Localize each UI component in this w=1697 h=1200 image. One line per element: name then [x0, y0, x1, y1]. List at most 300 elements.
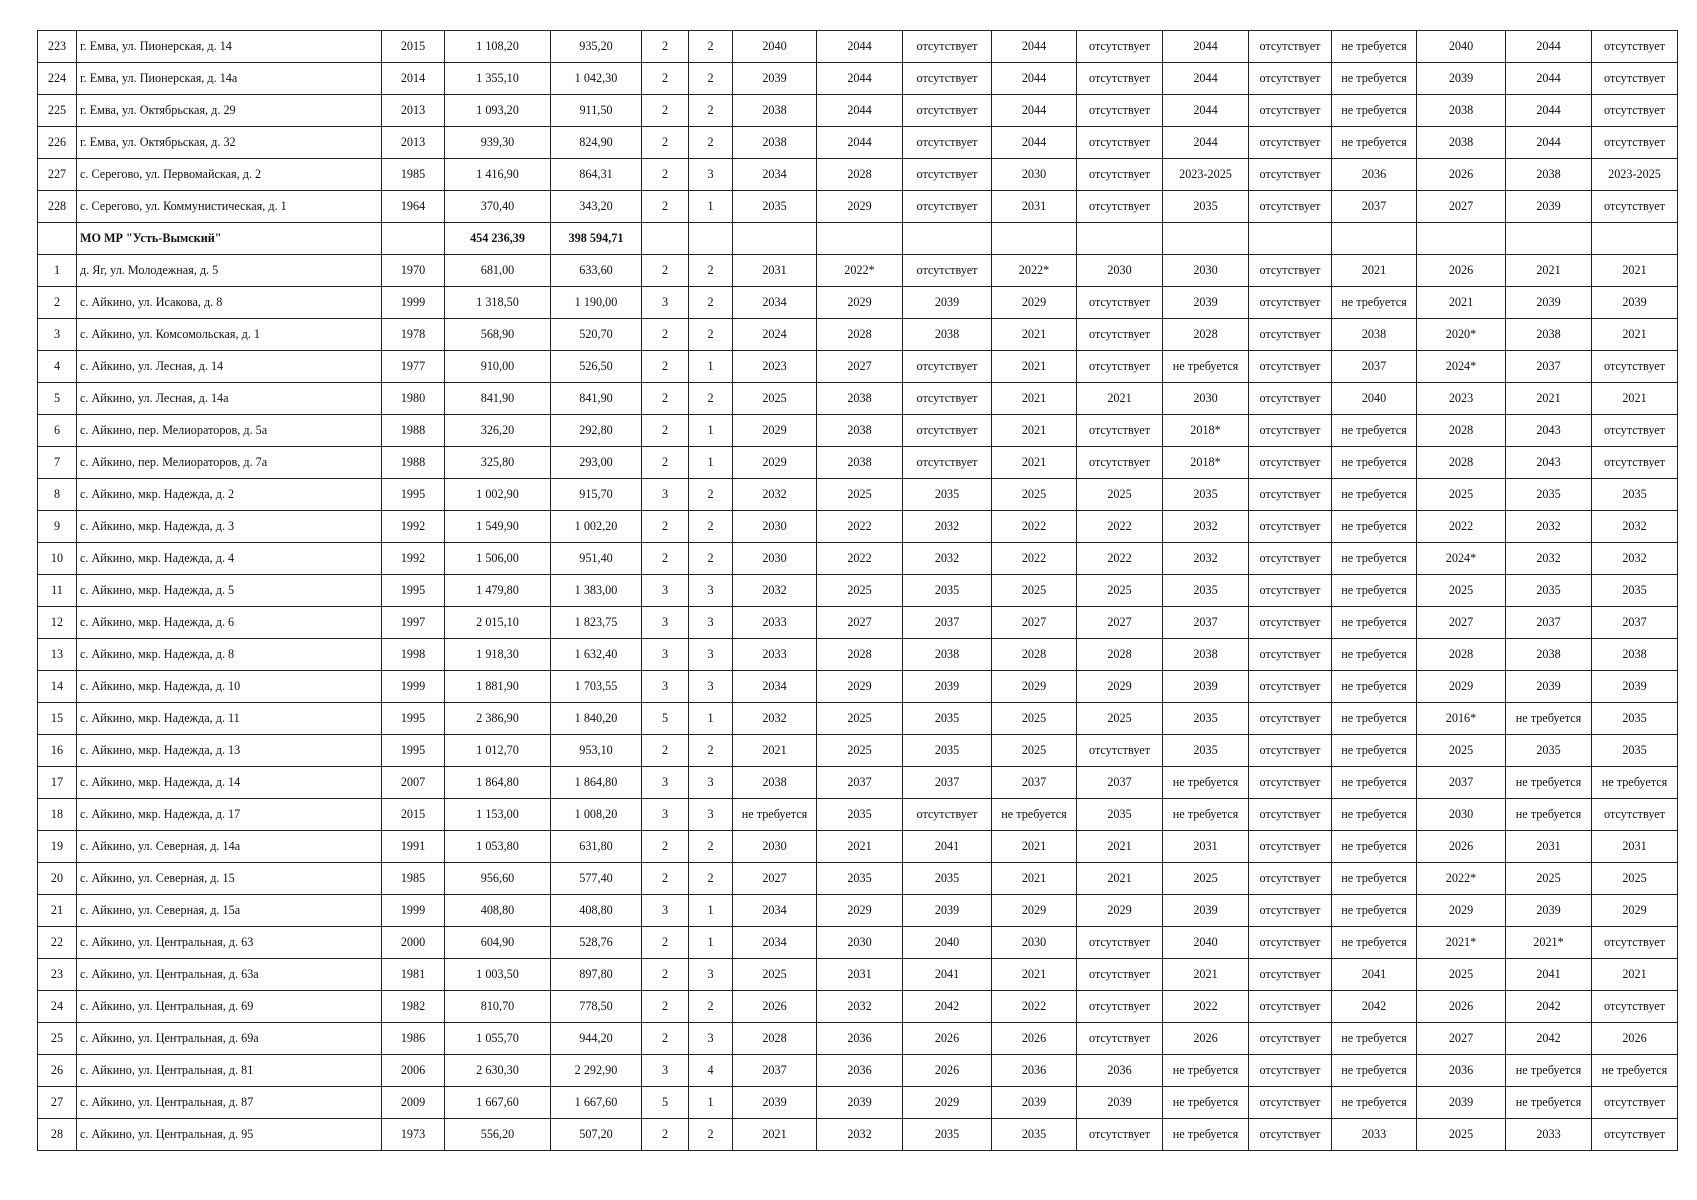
- table-row: [38, 159, 1678, 191]
- cell-work-10: не требуется: [1506, 703, 1592, 735]
- cell-row-number: 2: [38, 287, 77, 319]
- table-row: [38, 1023, 1678, 1055]
- cell-work-8: не требуется: [1332, 735, 1417, 767]
- cell-work-2: 2025: [817, 575, 903, 607]
- table-row: [38, 863, 1678, 895]
- table-row: [38, 479, 1678, 511]
- cell-living-area: 1 840,20: [551, 703, 642, 735]
- cell-living-area: 1 632,40: [551, 639, 642, 671]
- cell-work-11: отсутствует: [1592, 991, 1678, 1023]
- cell-work-5: 2029: [1077, 895, 1163, 927]
- cell-work-5: отсутствует: [1077, 159, 1163, 191]
- cell-living-area: 526,50: [551, 351, 642, 383]
- cell-work-3: отсутствует: [903, 447, 992, 479]
- cell-work-1: 2021: [733, 1119, 817, 1151]
- cell-row-number: 23: [38, 959, 77, 991]
- cell-work-5: отсутствует: [1077, 351, 1163, 383]
- cell-entrances: 2: [689, 511, 733, 543]
- cell-work-3: 2039: [903, 895, 992, 927]
- cell-total-area: 956,60: [445, 863, 551, 895]
- cell-row-number: 3: [38, 319, 77, 351]
- cell-row-number: 15: [38, 703, 77, 735]
- cell-entrances: 2: [689, 479, 733, 511]
- cell-address: МО МР "Усть-Вымский": [77, 223, 382, 255]
- cell-row-number: 225: [38, 95, 77, 127]
- cell-row-number: 10: [38, 543, 77, 575]
- cell-work-8: не требуется: [1332, 447, 1417, 479]
- cell-work-1: 2039: [733, 1087, 817, 1119]
- cell-work-8: не требуется: [1332, 511, 1417, 543]
- cell-work-1: 2033: [733, 607, 817, 639]
- cell-build-year: 1964: [382, 191, 445, 223]
- cell-work-2: 2029: [817, 895, 903, 927]
- cell-work-3: отсутствует: [903, 351, 992, 383]
- cell-work-2: 2036: [817, 1023, 903, 1055]
- cell-work-4: 2021: [992, 447, 1077, 479]
- cell-build-year: 1992: [382, 543, 445, 575]
- table-row: [38, 255, 1678, 287]
- cell-work-9: 2023: [1417, 383, 1506, 415]
- cell-work-11: отсутствует: [1592, 191, 1678, 223]
- cell-build-year: 2000: [382, 927, 445, 959]
- cell-living-area: 951,40: [551, 543, 642, 575]
- cell-work-9: 2025: [1417, 575, 1506, 607]
- cell-work-6: 2032: [1163, 543, 1249, 575]
- cell-work-3: отсутствует: [903, 31, 992, 63]
- cell-total-area: 2 015,10: [445, 607, 551, 639]
- cell-work-4: 2039: [992, 1087, 1077, 1119]
- cell-work-4: 2029: [992, 287, 1077, 319]
- cell-build-year: 1995: [382, 479, 445, 511]
- cell-work-8: не требуется: [1332, 287, 1417, 319]
- cell-entrances: 2: [689, 63, 733, 95]
- cell-work-3: отсутствует: [903, 191, 992, 223]
- table-row: [38, 383, 1678, 415]
- cell-work-1: 2026: [733, 991, 817, 1023]
- cell-work-3: 2038: [903, 639, 992, 671]
- cell-work-7: отсутствует: [1249, 383, 1332, 415]
- cell-build-year: 1980: [382, 383, 445, 415]
- cell-floors: 2: [642, 927, 689, 959]
- cell-work-6: 2035: [1163, 479, 1249, 511]
- cell-floors: 3: [642, 479, 689, 511]
- cell-entrances: 3: [689, 159, 733, 191]
- cell-work-5: 2021: [1077, 383, 1163, 415]
- table-row: [38, 735, 1678, 767]
- cell-work-1: 2025: [733, 383, 817, 415]
- cell-floors: 2: [642, 319, 689, 351]
- cell-work-11: не требуется: [1592, 1055, 1678, 1087]
- cell-work-11: 2026: [1592, 1023, 1678, 1055]
- cell-build-year: 1995: [382, 735, 445, 767]
- cell-work-9: 2027: [1417, 607, 1506, 639]
- cell-work-6: 2038: [1163, 639, 1249, 671]
- cell-work-1: 2034: [733, 895, 817, 927]
- cell-work-7: отсутствует: [1249, 543, 1332, 575]
- cell-work-5: отсутствует: [1077, 95, 1163, 127]
- cell-work-8: 2040: [1332, 383, 1417, 415]
- cell-work-6: 2028: [1163, 319, 1249, 351]
- cell-address: с. Айкино, ул. Лесная, д. 14а: [77, 383, 382, 415]
- cell-work-1: 2034: [733, 159, 817, 191]
- cell-build-year: 1985: [382, 863, 445, 895]
- cell-work-10: 2037: [1506, 607, 1592, 639]
- cell-work-10: 2044: [1506, 63, 1592, 95]
- cell-work-7: отсутствует: [1249, 1055, 1332, 1087]
- cell-work-6: 2030: [1163, 383, 1249, 415]
- cell-work-4: 2025: [992, 479, 1077, 511]
- cell-work-4: 2044: [992, 63, 1077, 95]
- cell-row-number: 7: [38, 447, 77, 479]
- cell-entrances: 2: [689, 863, 733, 895]
- cell-row-number: 18: [38, 799, 77, 831]
- cell-build-year: [382, 223, 445, 255]
- cell-work-2: 2022: [817, 543, 903, 575]
- cell-work-8: не требуется: [1332, 575, 1417, 607]
- cell-work-7: отсутствует: [1249, 63, 1332, 95]
- cell-work-5: 2030: [1077, 255, 1163, 287]
- table-row: [38, 703, 1678, 735]
- cell-entrances: 2: [689, 543, 733, 575]
- cell-work-8: не требуется: [1332, 95, 1417, 127]
- cell-work-2: 2044: [817, 95, 903, 127]
- cell-work-2: 2036: [817, 1055, 903, 1087]
- cell-row-number: 25: [38, 1023, 77, 1055]
- cell-work-3: 2035: [903, 703, 992, 735]
- table-row: [38, 991, 1678, 1023]
- cell-work-3: [903, 223, 992, 255]
- cell-work-2: 2028: [817, 159, 903, 191]
- cell-work-8: не требуется: [1332, 415, 1417, 447]
- cell-work-4: 2022: [992, 991, 1077, 1023]
- cell-work-9: 2026: [1417, 991, 1506, 1023]
- cell-work-3: отсутствует: [903, 63, 992, 95]
- cell-work-11: отсутствует: [1592, 95, 1678, 127]
- cell-work-3: 2035: [903, 735, 992, 767]
- table-row: [38, 127, 1678, 159]
- cell-work-6: 2018*: [1163, 447, 1249, 479]
- cell-build-year: 2007: [382, 767, 445, 799]
- cell-work-9: 2037: [1417, 767, 1506, 799]
- cell-work-1: 2029: [733, 447, 817, 479]
- cell-work-6: 2035: [1163, 735, 1249, 767]
- cell-address: с. Айкино, мкр. Надежда, д. 10: [77, 671, 382, 703]
- cell-work-2: 2029: [817, 287, 903, 319]
- cell-work-6: 2044: [1163, 127, 1249, 159]
- cell-row-number: 226: [38, 127, 77, 159]
- cell-work-11: 2032: [1592, 543, 1678, 575]
- cell-work-3: отсутствует: [903, 95, 992, 127]
- cell-address: с. Айкино, ул. Северная, д. 15: [77, 863, 382, 895]
- cell-entrances: 1: [689, 1087, 733, 1119]
- cell-work-3: 2041: [903, 959, 992, 991]
- table-row: [38, 1055, 1678, 1087]
- cell-address: д. Яг, ул. Молодежная, д. 5: [77, 255, 382, 287]
- cell-work-1: 2039: [733, 63, 817, 95]
- table-row: [38, 287, 1678, 319]
- cell-row-number: 19: [38, 831, 77, 863]
- cell-floors: 2: [642, 255, 689, 287]
- cell-work-8: не требуется: [1332, 927, 1417, 959]
- cell-work-7: отсутствует: [1249, 1023, 1332, 1055]
- cell-total-area: 568,90: [445, 319, 551, 351]
- cell-work-9: 2016*: [1417, 703, 1506, 735]
- cell-work-7: отсутствует: [1249, 607, 1332, 639]
- cell-work-4: 2028: [992, 639, 1077, 671]
- cell-floors: 3: [642, 607, 689, 639]
- cell-work-6: 2018*: [1163, 415, 1249, 447]
- cell-address: г. Емва, ул. Октябрьская, д. 29: [77, 95, 382, 127]
- cell-row-number: 13: [38, 639, 77, 671]
- cell-build-year: 2013: [382, 95, 445, 127]
- cell-work-11: 2035: [1592, 703, 1678, 735]
- cell-work-4: 2025: [992, 575, 1077, 607]
- cell-floors: 2: [642, 383, 689, 415]
- cell-work-11: отсутствует: [1592, 63, 1678, 95]
- cell-work-10: 2042: [1506, 991, 1592, 1023]
- cell-total-area: 1 108,20: [445, 31, 551, 63]
- cell-build-year: 2013: [382, 127, 445, 159]
- cell-floors: 3: [642, 671, 689, 703]
- cell-work-8: 2021: [1332, 255, 1417, 287]
- cell-work-10: 2044: [1506, 127, 1592, 159]
- cell-work-6: 2021: [1163, 959, 1249, 991]
- cell-work-8: не требуется: [1332, 479, 1417, 511]
- cell-work-10: 2021: [1506, 255, 1592, 287]
- cell-work-7: отсутствует: [1249, 735, 1332, 767]
- cell-work-7: отсутствует: [1249, 831, 1332, 863]
- cell-total-area: 604,90: [445, 927, 551, 959]
- cell-work-5: отсутствует: [1077, 1023, 1163, 1055]
- cell-work-4: 2044: [992, 127, 1077, 159]
- cell-work-6: 2044: [1163, 95, 1249, 127]
- cell-work-2: 2038: [817, 415, 903, 447]
- cell-work-6: 2025: [1163, 863, 1249, 895]
- cell-work-9: 2028: [1417, 415, 1506, 447]
- cell-work-9: 2025: [1417, 735, 1506, 767]
- cell-floors: 2: [642, 959, 689, 991]
- cell-floors: 5: [642, 703, 689, 735]
- cell-build-year: 1985: [382, 159, 445, 191]
- cell-work-2: 2037: [817, 767, 903, 799]
- cell-work-11: 2035: [1592, 575, 1678, 607]
- cell-address: с. Айкино, мкр. Надежда, д. 3: [77, 511, 382, 543]
- cell-entrances: 2: [689, 991, 733, 1023]
- cell-work-2: 2025: [817, 703, 903, 735]
- cell-work-8: не требуется: [1332, 1023, 1417, 1055]
- cell-build-year: 2015: [382, 31, 445, 63]
- cell-work-1: 2023: [733, 351, 817, 383]
- cell-living-area: 408,80: [551, 895, 642, 927]
- cell-work-10: 2039: [1506, 895, 1592, 927]
- cell-total-area: 1 153,00: [445, 799, 551, 831]
- cell-entrances: 2: [689, 31, 733, 63]
- cell-entrances: 2: [689, 1119, 733, 1151]
- cell-work-8: не требуется: [1332, 671, 1417, 703]
- cell-work-2: 2021: [817, 831, 903, 863]
- cell-work-1: 2032: [733, 703, 817, 735]
- cell-work-3: 2035: [903, 1119, 992, 1151]
- cell-living-area: 897,80: [551, 959, 642, 991]
- cell-work-3: 2039: [903, 287, 992, 319]
- cell-build-year: 1999: [382, 895, 445, 927]
- table-row: [38, 543, 1678, 575]
- cell-work-11: не требуется: [1592, 767, 1678, 799]
- table-row: [38, 607, 1678, 639]
- cell-work-10: 2039: [1506, 671, 1592, 703]
- table-row: [38, 1119, 1678, 1151]
- cell-floors: 3: [642, 799, 689, 831]
- cell-work-1: 2033: [733, 639, 817, 671]
- cell-work-11: 2039: [1592, 287, 1678, 319]
- cell-work-10: 2035: [1506, 575, 1592, 607]
- cell-total-area: 326,20: [445, 415, 551, 447]
- cell-work-4: 2025: [992, 735, 1077, 767]
- cell-total-area: 1 918,30: [445, 639, 551, 671]
- cell-work-10: 2039: [1506, 287, 1592, 319]
- cell-work-2: 2022: [817, 511, 903, 543]
- cell-work-7: отсутствует: [1249, 575, 1332, 607]
- cell-build-year: 1986: [382, 1023, 445, 1055]
- cell-entrances: 1: [689, 703, 733, 735]
- cell-address: с. Айкино, пер. Мелиораторов, д. 5а: [77, 415, 382, 447]
- cell-entrances: 2: [689, 383, 733, 415]
- cell-work-8: не требуется: [1332, 895, 1417, 927]
- cell-address: с. Айкино, мкр. Надежда, д. 4: [77, 543, 382, 575]
- cell-work-10: не требуется: [1506, 1087, 1592, 1119]
- cell-living-area: 944,20: [551, 1023, 642, 1055]
- cell-work-9: 2036: [1417, 1055, 1506, 1087]
- cell-address: с. Айкино, ул. Центральная, д. 63: [77, 927, 382, 959]
- cell-work-2: [817, 223, 903, 255]
- cell-entrances: 3: [689, 767, 733, 799]
- cell-work-2: 2035: [817, 863, 903, 895]
- cell-work-4: 2037: [992, 767, 1077, 799]
- cell-row-number: 1: [38, 255, 77, 287]
- cell-work-6: 2037: [1163, 607, 1249, 639]
- cell-work-1: 2037: [733, 1055, 817, 1087]
- cell-build-year: 2015: [382, 799, 445, 831]
- cell-floors: 2: [642, 511, 689, 543]
- cell-work-2: 2025: [817, 735, 903, 767]
- table-row: [38, 639, 1678, 671]
- cell-work-4: 2030: [992, 927, 1077, 959]
- cell-work-5: 2027: [1077, 607, 1163, 639]
- cell-entrances: 2: [689, 95, 733, 127]
- cell-work-4: 2021: [992, 415, 1077, 447]
- cell-work-7: отсутствует: [1249, 799, 1332, 831]
- cell-floors: 3: [642, 575, 689, 607]
- cell-total-area: 1 667,60: [445, 1087, 551, 1119]
- cell-work-9: 2022*: [1417, 863, 1506, 895]
- cell-work-5: 2029: [1077, 671, 1163, 703]
- cell-entrances: 3: [689, 959, 733, 991]
- cell-work-3: отсутствует: [903, 799, 992, 831]
- cell-work-7: отсутствует: [1249, 1119, 1332, 1151]
- cell-row-number: 12: [38, 607, 77, 639]
- cell-build-year: 1982: [382, 991, 445, 1023]
- table-row: [38, 927, 1678, 959]
- cell-total-area: 325,80: [445, 447, 551, 479]
- cell-living-area: 398 594,71: [551, 223, 642, 255]
- cell-total-area: 1 881,90: [445, 671, 551, 703]
- cell-entrances: 3: [689, 799, 733, 831]
- cell-address: с. Айкино, мкр. Надежда, д. 5: [77, 575, 382, 607]
- cell-work-9: 2021: [1417, 287, 1506, 319]
- cell-address: с. Айкино, мкр. Надежда, д. 17: [77, 799, 382, 831]
- cell-work-5: 2025: [1077, 703, 1163, 735]
- cell-entrances: 1: [689, 191, 733, 223]
- cell-work-5: отсутствует: [1077, 927, 1163, 959]
- cell-work-9: 2025: [1417, 1119, 1506, 1151]
- cell-work-5: [1077, 223, 1163, 255]
- cell-work-9: 2039: [1417, 1087, 1506, 1119]
- cell-work-3: 2029: [903, 1087, 992, 1119]
- cell-living-area: 2 292,90: [551, 1055, 642, 1087]
- cell-address: с. Айкино, ул. Центральная, д. 87: [77, 1087, 382, 1119]
- cell-work-8: 2041: [1332, 959, 1417, 991]
- cell-build-year: 1970: [382, 255, 445, 287]
- cell-work-7: отсутствует: [1249, 351, 1332, 383]
- cell-work-11: 2038: [1592, 639, 1678, 671]
- cell-total-area: 408,80: [445, 895, 551, 927]
- cell-work-2: 2028: [817, 319, 903, 351]
- cell-work-3: 2026: [903, 1023, 992, 1055]
- cell-work-6: 2032: [1163, 511, 1249, 543]
- cell-floors: [642, 223, 689, 255]
- table-row: [38, 959, 1678, 991]
- cell-work-4: 2044: [992, 95, 1077, 127]
- cell-work-4: 2030: [992, 159, 1077, 191]
- cell-total-area: 1 003,50: [445, 959, 551, 991]
- cell-total-area: 1 549,90: [445, 511, 551, 543]
- cell-address: с. Айкино, ул. Центральная, д. 81: [77, 1055, 382, 1087]
- table-row: [38, 63, 1678, 95]
- cell-work-3: отсутствует: [903, 159, 992, 191]
- cell-work-10: не требуется: [1506, 799, 1592, 831]
- cell-total-area: 1 012,70: [445, 735, 551, 767]
- cell-work-3: 2032: [903, 511, 992, 543]
- cell-work-11: 2021: [1592, 383, 1678, 415]
- cell-work-6: не требуется: [1163, 1087, 1249, 1119]
- table-row: [38, 415, 1678, 447]
- cell-work-10: 2042: [1506, 1023, 1592, 1055]
- cell-build-year: 1995: [382, 575, 445, 607]
- cell-work-11: отсутствует: [1592, 31, 1678, 63]
- cell-entrances: 2: [689, 319, 733, 351]
- cell-work-9: 2026: [1417, 159, 1506, 191]
- cell-living-area: 1 667,60: [551, 1087, 642, 1119]
- cell-row-number: 24: [38, 991, 77, 1023]
- cell-work-4: 2021: [992, 863, 1077, 895]
- cell-work-5: отсутствует: [1077, 447, 1163, 479]
- cell-floors: 2: [642, 831, 689, 863]
- cell-work-3: 2041: [903, 831, 992, 863]
- cell-work-4: не требуется: [992, 799, 1077, 831]
- cell-work-4: 2026: [992, 1023, 1077, 1055]
- cell-work-11: отсутствует: [1592, 927, 1678, 959]
- cell-work-9: 2027: [1417, 1023, 1506, 1055]
- table-row: [38, 1087, 1678, 1119]
- cell-work-7: [1249, 223, 1332, 255]
- cell-address: с. Айкино, мкр. Надежда, д. 2: [77, 479, 382, 511]
- cell-work-7: отсутствует: [1249, 895, 1332, 927]
- cell-work-4: 2029: [992, 671, 1077, 703]
- cell-floors: 2: [642, 191, 689, 223]
- cell-entrances: 2: [689, 255, 733, 287]
- cell-address: с. Серегово, ул. Коммунистическая, д. 1: [77, 191, 382, 223]
- cell-work-4: 2029: [992, 895, 1077, 927]
